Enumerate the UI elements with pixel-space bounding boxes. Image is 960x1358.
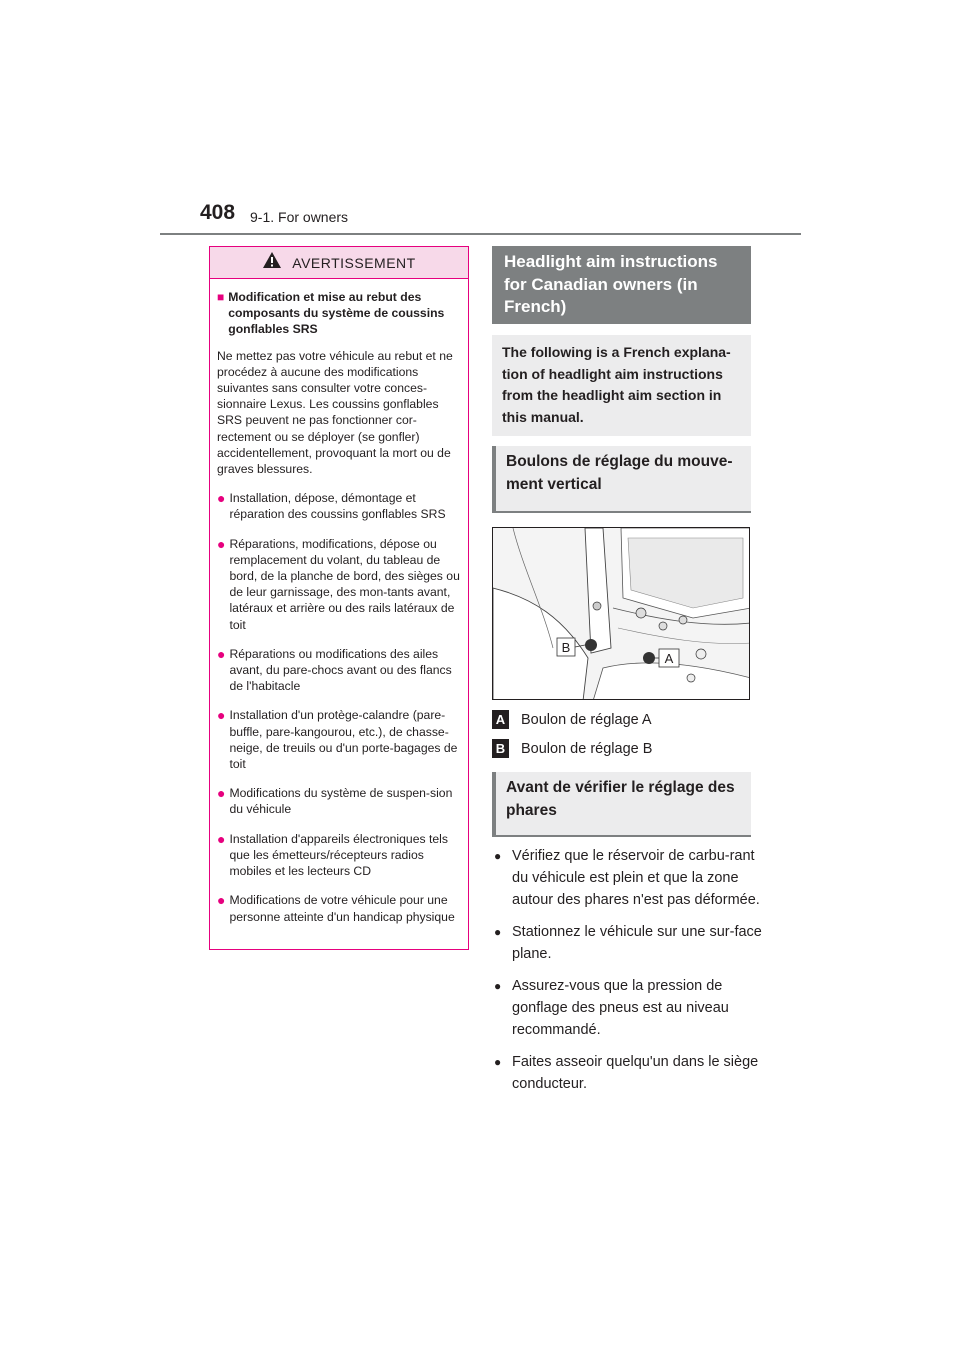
warning-heading [217, 289, 461, 338]
subhead-before-check: Avant de vérifier le réglage des phares [492, 772, 751, 837]
bullet-dot-icon: ● [217, 707, 226, 724]
legend-text: Boulon de réglage A [521, 711, 652, 728]
warning-heading-text: Modification et mise au rebut des composants du système de coussins gonflables SRS [228, 290, 445, 337]
intro-box: The following is a French explana-tion of headlight aim instructions from the headlight aim section in this manual. [492, 335, 751, 436]
bullet-dot-icon: ● [494, 925, 502, 939]
warning-triangle-icon [262, 251, 282, 274]
warning-box [209, 246, 469, 950]
bullet-dot-icon: ● [494, 1055, 502, 1069]
header-divider [160, 233, 801, 235]
bullet-dot-icon: ● [217, 535, 226, 552]
legend-tag: B [492, 739, 509, 758]
bullet-dot-icon: ● [217, 892, 226, 909]
headlight-bolts-illustration [492, 527, 750, 700]
list-item: ● Vérifiez que le réservoir de carbu-rant du véhicule est plein et que la zone autour des phares n'est pas déformée. [492, 845, 762, 911]
subhead-vertical-bolts: Boulons de réglage du mouve-ment vertical [492, 446, 751, 513]
warning-list [217, 490, 461, 924]
square-bullet-icon: ■ [217, 290, 225, 304]
section-title: 9-1. For owners [250, 209, 349, 225]
warning-header [210, 247, 468, 279]
list-item: ● Installation d'un protège-calandre (pare-buffle, pare-kangourou, etc.), de chasse-neige, de treuils ou d'un porte-bagages de toit [217, 707, 458, 772]
bullet-dot-icon: ● [494, 849, 502, 863]
bullet-dot-icon: ● [217, 785, 226, 802]
warning-title: AVERTISSEMENT [292, 254, 416, 271]
bullet-dot-icon: ● [217, 830, 226, 847]
list-item: ● Modifications de votre véhicule pour une personne atteinte d'un handicap physique [217, 892, 455, 924]
list-item: ● Réparations ou modifications des ailes avant, du pare-chocs avant ou des flancs de l'habitacle [217, 645, 452, 694]
list-item: ● Faites asseoir quelqu'un dans le siège conducteur. [492, 1051, 762, 1095]
list-item: ● Installation, dépose, démontage et réparation des coussins gonflables SRS [217, 490, 446, 522]
bullet-dot-icon: ● [217, 490, 226, 507]
illustration-label-a: A [664, 651, 674, 666]
list-item: ● Modifications du système de suspen-sion du véhicule [217, 785, 453, 817]
bullet-list [492, 845, 762, 1105]
list-item: ● Assurez-vous que la pression de gonflage des pneus est au niveau recommandé. [492, 975, 762, 1041]
headline-box: Headlight aim instructions for Canadian owners (in French) [492, 246, 751, 324]
illustration-label-b: B [561, 640, 571, 655]
page-number: 408 [200, 201, 236, 224]
warning-paragraph: Ne mettez pas votre véhicule au rebut et ne procédez à aucune des modifications suivantes sans consulter votre conces-sionnaire Lexus. Les coussins gonflables SRS peuvent ne pas fonctionner cor-rectement ou se déployer (se gonfler) accidentellement, provoquant la mort ou de graves blessures. [217, 348, 453, 477]
legend-text: Boulon de réglage B [521, 740, 653, 757]
list-item: ● Réparations, modifications, dépose ou remplacement du volant, du tableau de bord, de la planche de bord, des sièges ou de leur garnissage, des mon-tants avant, latéraux et arrière ou des rails latéraux de toit [217, 535, 460, 632]
legend-row-b [492, 739, 652, 758]
bullet-dot-icon: ● [494, 979, 502, 993]
legend-row-a [492, 710, 652, 729]
list-item: ● Installation d'appareils électroniques tels que les émetteurs/récepteurs radios mobiles et les lecteurs CD [217, 830, 448, 879]
list-item: ● Stationnez le véhicule sur une sur-face plane. [492, 921, 762, 965]
bullet-dot-icon: ● [217, 645, 226, 662]
legend-tag: A [492, 710, 509, 729]
